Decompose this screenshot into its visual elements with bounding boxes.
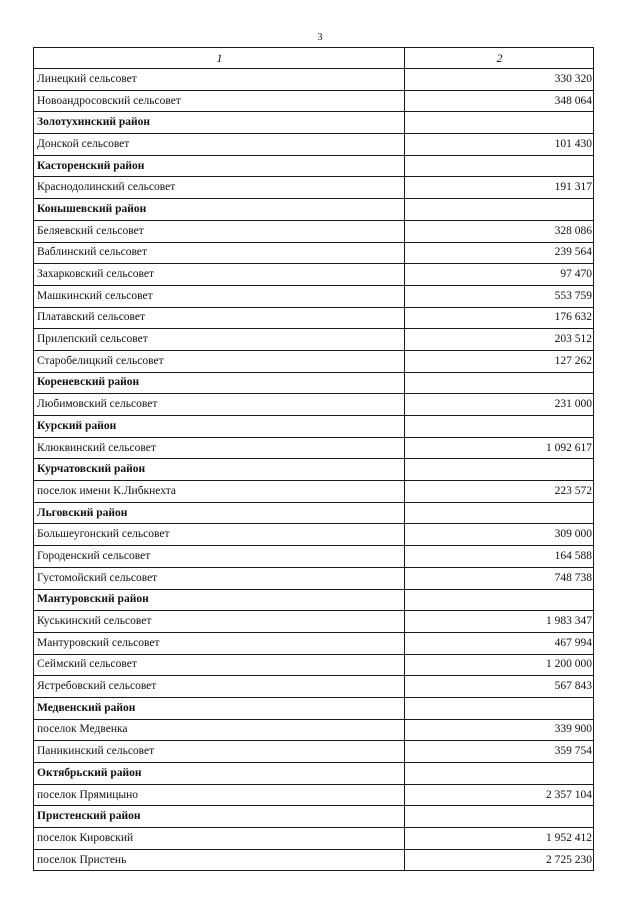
district-name-cell: Касторенский район <box>34 155 405 177</box>
district-name-cell: Льговский район <box>34 502 405 524</box>
table-row <box>34 828 594 850</box>
district-row <box>34 697 594 719</box>
district-name-cell: Золотухинский район <box>34 112 405 134</box>
amount-cell <box>405 155 594 177</box>
settlement-name-cell: Ваблинский сельсовет <box>34 242 405 264</box>
district-name-cell: Конышевский район <box>34 199 405 221</box>
amount-cell <box>405 416 594 438</box>
settlement-name-cell: поселок Кировский <box>34 828 405 850</box>
table-row <box>34 567 594 589</box>
column-header-2: 2 <box>405 48 594 69</box>
settlement-name-cell: Куськинский сельсовет <box>34 611 405 633</box>
amount-cell: 2 725 230 <box>405 849 594 871</box>
table-row <box>34 611 594 633</box>
district-name-cell: Курский район <box>34 416 405 438</box>
amount-cell: 328 086 <box>405 220 594 242</box>
settlement-name-cell: Любимовский сельсовет <box>34 394 405 416</box>
amount-cell: 164 588 <box>405 546 594 568</box>
amount-cell: 127 262 <box>405 350 594 372</box>
settlement-name-cell: поселок Медвенка <box>34 719 405 741</box>
table-header-row <box>34 48 594 69</box>
settlement-name-cell: Линецкий сельсовет <box>34 69 405 91</box>
table-row <box>34 285 594 307</box>
district-name-cell: Октябрьский район <box>34 763 405 785</box>
amount-cell: 101 430 <box>405 134 594 156</box>
settlement-name-cell: Беляевский сельсовет <box>34 220 405 242</box>
settlement-name-cell: поселок имени К.Либкнехта <box>34 481 405 503</box>
settlement-name-cell: Захарковский сельсовет <box>34 264 405 286</box>
table-row <box>34 134 594 156</box>
amount-cell: 2 357 104 <box>405 784 594 806</box>
district-name-cell: Медвенский район <box>34 697 405 719</box>
amount-cell: 97 470 <box>405 264 594 286</box>
settlement-name-cell: Густомойский сельсовет <box>34 567 405 589</box>
district-row <box>34 459 594 481</box>
amount-cell: 223 572 <box>405 481 594 503</box>
amount-cell <box>405 199 594 221</box>
amount-cell: 330 320 <box>405 69 594 91</box>
amount-cell: 553 759 <box>405 285 594 307</box>
settlement-name-cell: Городенский сельсовет <box>34 546 405 568</box>
amount-cell: 467 994 <box>405 632 594 654</box>
settlement-name-cell: поселок Пристень <box>34 849 405 871</box>
amount-cell: 1 200 000 <box>405 654 594 676</box>
amount-cell: 239 564 <box>405 242 594 264</box>
table-row <box>34 654 594 676</box>
settlement-name-cell: Клюквинский сельсовет <box>34 437 405 459</box>
settlement-name-cell: Ястребовский сельсовет <box>34 676 405 698</box>
settlement-name-cell: Прилепский сельсовет <box>34 329 405 351</box>
district-name-cell: Кореневский район <box>34 372 405 394</box>
settlement-name-cell: Донской сельсовет <box>34 134 405 156</box>
settlement-name-cell: Машкинский сельсовет <box>34 285 405 307</box>
table-row <box>34 524 594 546</box>
allocation-table <box>33 47 594 871</box>
table-row <box>34 264 594 286</box>
table-row <box>34 177 594 199</box>
table-body <box>34 69 594 871</box>
amount-cell: 339 900 <box>405 719 594 741</box>
district-row <box>34 763 594 785</box>
district-row <box>34 372 594 394</box>
amount-cell <box>405 112 594 134</box>
amount-cell: 1 952 412 <box>405 828 594 850</box>
table-row <box>34 546 594 568</box>
amount-cell: 176 632 <box>405 307 594 329</box>
amount-cell <box>405 459 594 481</box>
district-row <box>34 502 594 524</box>
table-row <box>34 307 594 329</box>
table-row <box>34 849 594 871</box>
amount-cell: 348 064 <box>405 90 594 112</box>
table-row <box>34 394 594 416</box>
page-number: 3 <box>317 32 323 43</box>
settlement-name-cell: Сеймский сельсовет <box>34 654 405 676</box>
district-name-cell: Мантуровский район <box>34 589 405 611</box>
amount-cell: 203 512 <box>405 329 594 351</box>
table-row <box>34 741 594 763</box>
table-row <box>34 69 594 91</box>
amount-cell: 748 738 <box>405 567 594 589</box>
amount-cell: 1 983 347 <box>405 611 594 633</box>
table-row <box>34 220 594 242</box>
district-row <box>34 416 594 438</box>
district-name-cell: Курчатовский район <box>34 459 405 481</box>
settlement-name-cell: Краснодолинский сельсовет <box>34 177 405 199</box>
table-row <box>34 481 594 503</box>
amount-cell: 1 092 617 <box>405 437 594 459</box>
amount-cell: 567 843 <box>405 676 594 698</box>
district-row <box>34 199 594 221</box>
amount-cell <box>405 806 594 828</box>
settlement-name-cell: Мантуровский сельсовет <box>34 632 405 654</box>
settlement-name-cell: поселок Прямицыно <box>34 784 405 806</box>
table-row <box>34 676 594 698</box>
amount-cell <box>405 372 594 394</box>
column-header-1: 1 <box>34 48 405 69</box>
table-row <box>34 90 594 112</box>
settlement-name-cell: Платавский сельсовет <box>34 307 405 329</box>
table-row <box>34 632 594 654</box>
settlement-name-cell: Большеугонский сельсовет <box>34 524 405 546</box>
amount-cell <box>405 502 594 524</box>
district-row <box>34 155 594 177</box>
table-row <box>34 350 594 372</box>
settlement-name-cell: Новоандросовский сельсовет <box>34 90 405 112</box>
amount-cell <box>405 763 594 785</box>
amount-cell <box>405 589 594 611</box>
settlement-name-cell: Паникинский сельсовет <box>34 741 405 763</box>
district-name-cell: Пристенский район <box>34 806 405 828</box>
amount-cell: 359 754 <box>405 741 594 763</box>
amount-cell <box>405 697 594 719</box>
district-row <box>34 112 594 134</box>
table-row <box>34 437 594 459</box>
table-row <box>34 784 594 806</box>
settlement-name-cell: Старобелицкий сельсовет <box>34 350 405 372</box>
table-row <box>34 329 594 351</box>
table-row <box>34 719 594 741</box>
table-row <box>34 242 594 264</box>
amount-cell: 191 317 <box>405 177 594 199</box>
amount-cell: 309 000 <box>405 524 594 546</box>
district-row <box>34 589 594 611</box>
amount-cell: 231 000 <box>405 394 594 416</box>
district-row <box>34 806 594 828</box>
